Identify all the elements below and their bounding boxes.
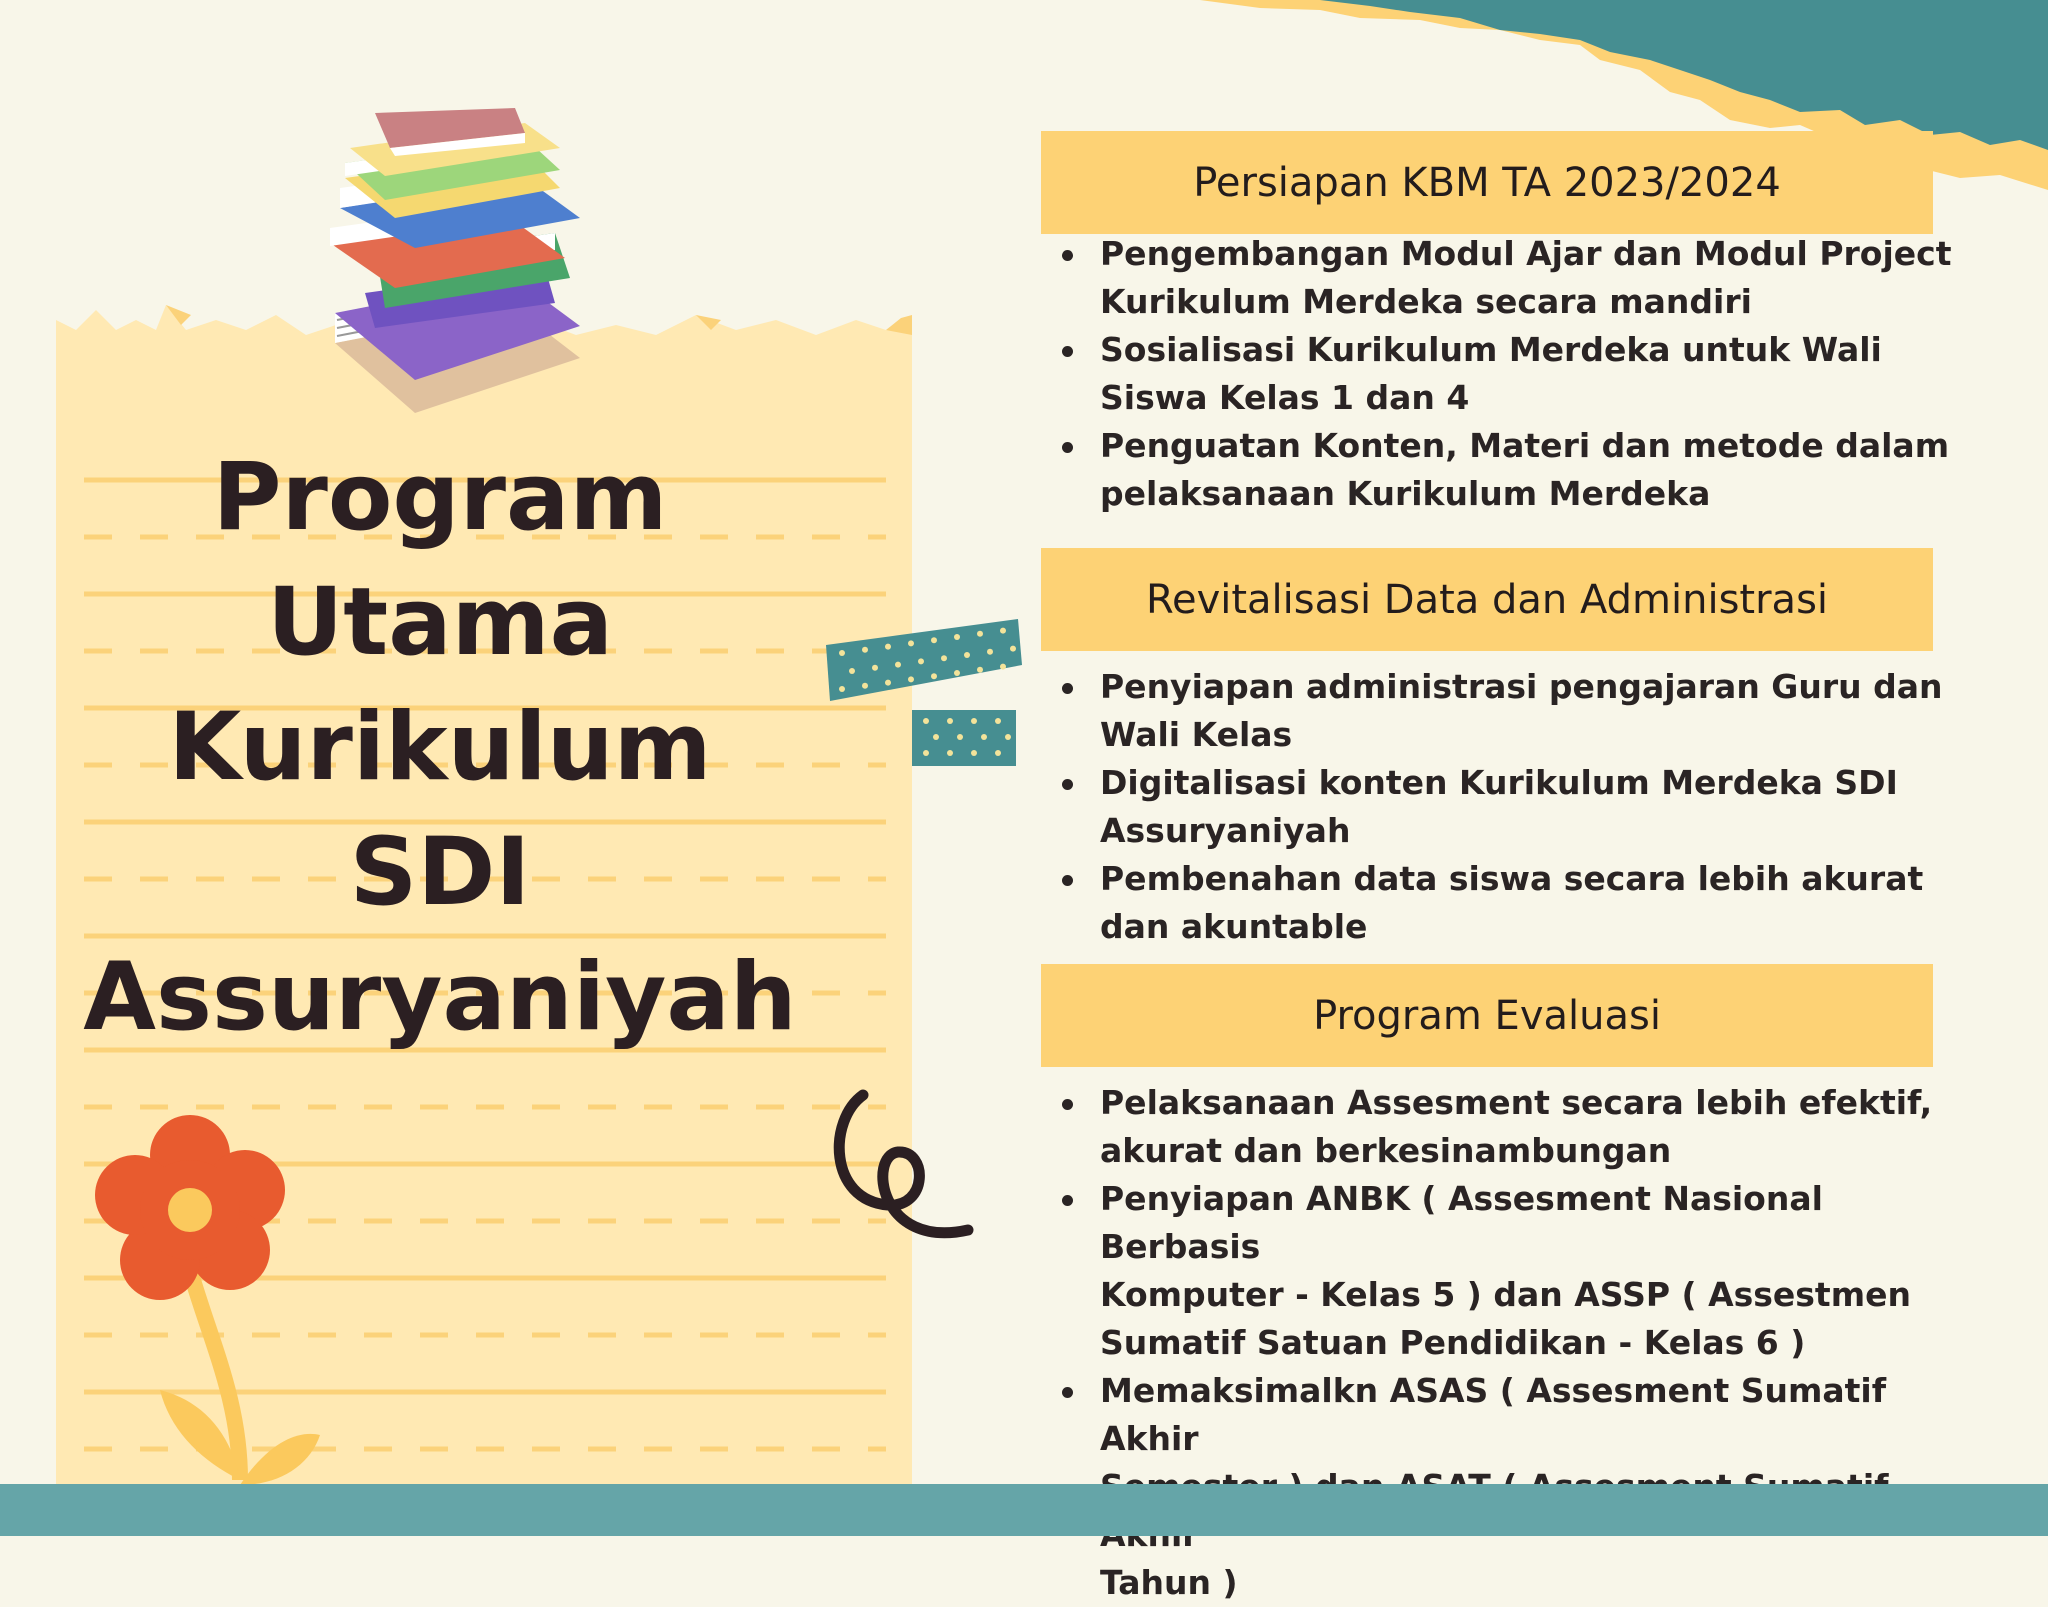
tape-dot [947,750,953,756]
list-item: Pembenahan data siswa secara lebih akurat dan akuntable [1062,855,1962,951]
tape-dot [931,673,937,679]
section-heading-evaluasi: Program Evaluasi [1041,964,1933,1067]
list-item: Pelaksanaan Assesment secara lebih efektif, akurat dan berkesinambungan [1062,1079,1962,1175]
tape-dot [947,718,953,724]
tape-dot [849,668,855,674]
tape-dot [933,734,939,740]
tape-dot [954,670,960,676]
tape-dot [908,640,914,646]
tape-dot [981,734,987,740]
list-item: Pengembangan Modul Ajar dan Modul Project Kurikulum Merdeka secara mandiri [1062,230,1962,326]
tape-dot [839,650,845,656]
tape-dot [862,683,868,689]
tape-dot [923,718,929,724]
tape-dot [987,649,993,655]
section-list-revitalisasi [1062,663,1962,951]
title-line: Kurikulum [168,693,712,802]
tape-dot [862,647,868,653]
tape-dot [971,750,977,756]
section-list-persiapan [1062,230,1962,518]
tape-dot [872,665,878,671]
list-item: Memaksimalkn ASAS ( Assesment Sumatif Akhir Tahun ) [1062,1367,1962,1607]
tape-dot [995,750,1001,756]
tape-dot [971,718,977,724]
tape-dot [977,631,983,637]
tape-dot [885,644,891,650]
tape-dot [957,734,963,740]
tape-dot [839,686,845,692]
tape-dot [1005,734,1011,740]
tape-dot [918,658,924,664]
tape-dot [908,676,914,682]
list-item: Penyiapan ANBK ( Assesment Nasional Berbasis Komputer - Kelas 5 ) dan ASSP ( Assestmen Sumatif Satuan Pendidikan - Kelas 6 ) [1062,1175,1962,1367]
tape-dot [941,655,947,661]
tape-dot [977,667,983,673]
tape-dot [923,750,929,756]
section-heading-persiapan: Persiapan KBM TA 2023/2024 [1041,131,1933,234]
list-item: Penyiapan administrasi pengajaran Guru dan Wali Kelas [1062,663,1962,759]
title-line: Program [212,443,668,552]
tape-dot [995,718,1001,724]
title-line: Assuryaniyah [83,943,797,1052]
page-title [60,435,820,1060]
title-line: SDI [349,818,531,927]
list-item: Sosialisasi Kurikulum Merdeka untuk Wali Siswa Kelas 1 dan 4 [1062,326,1962,422]
book-stack-illustration [325,108,595,420]
list-item: Penguatan Konten, Materi dan metode dalam pelaksanaan Kurikulum Merdeka [1062,422,1962,518]
tape-dot [1000,664,1006,670]
list-item: Digitalisasi konten Kurikulum Merdeka SDI Assuryaniyah [1062,759,1962,855]
tape-dot [1000,628,1006,634]
flower-illustration [90,1100,330,1490]
tape-dot [954,634,960,640]
tape-dot [931,637,937,643]
squiggle-decoration [818,1080,998,1260]
tape-dot [895,662,901,668]
tape-dot [964,652,970,658]
tape-dot [1010,646,1016,652]
tape-dot [885,680,891,686]
title-line: Utama [266,568,614,677]
bottom-bar [0,1484,2048,1536]
washi-tape-decoration [822,615,1022,775]
section-heading-revitalisasi: Revitalisasi Data dan Administrasi [1041,548,1933,651]
